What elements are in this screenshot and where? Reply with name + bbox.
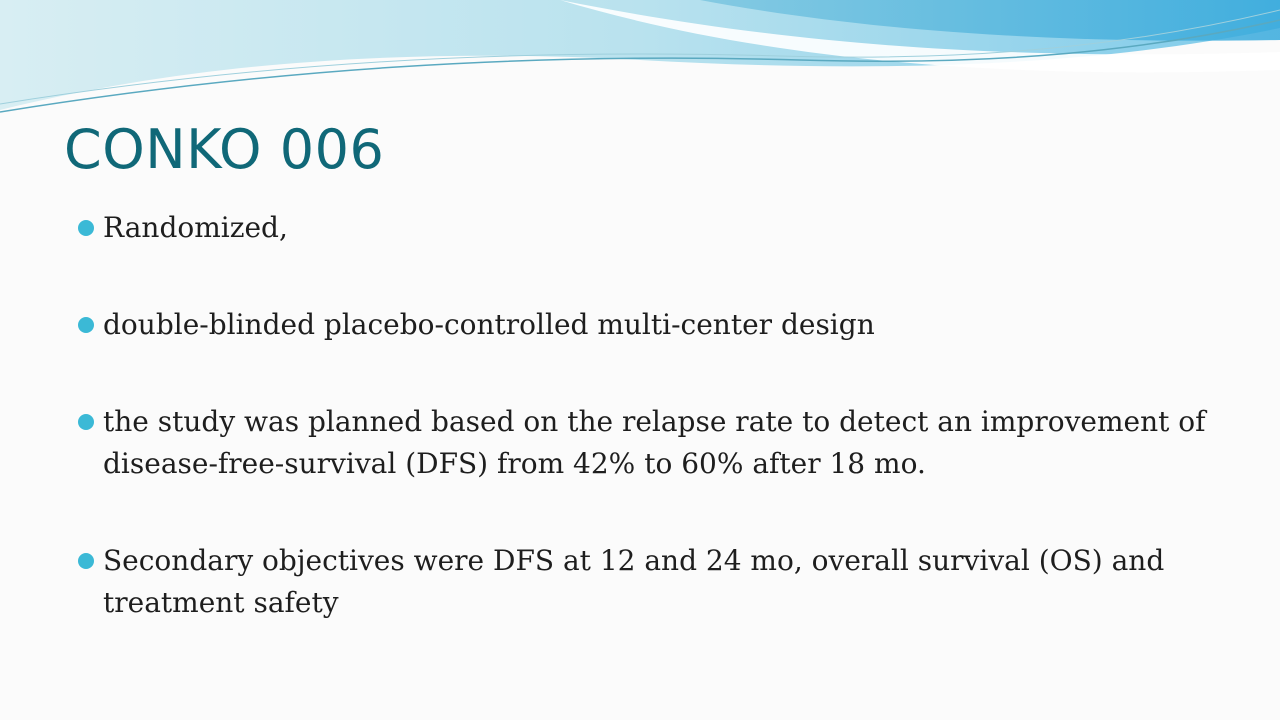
bullet-dot-icon [78,414,94,430]
bullet-item [78,401,1228,485]
bullet-text: the study was planned based on the relapse rate to detect an improvement of disease-free-survival (DFS) from 42% to 60% after 18 mo. [103,405,1206,480]
header-wave-decoration [0,0,1280,130]
bullet-text: double-blinded placebo-controlled multi-center design [103,308,875,341]
bullet-list [78,207,1228,679]
bullet-dot-icon [78,553,94,569]
bullet-text: Secondary objectives were DFS at 12 and 24 mo, overall survival (OS) and treatment safety [103,544,1165,619]
bullet-item [78,540,1228,624]
bullet-dot-icon [78,317,94,333]
bullet-dot-icon [78,220,94,236]
bullet-item [78,304,1228,346]
bullet-text: Randomized, [103,211,288,244]
bullet-item [78,207,1228,249]
slide-title: CONKO 006 [64,118,385,181]
